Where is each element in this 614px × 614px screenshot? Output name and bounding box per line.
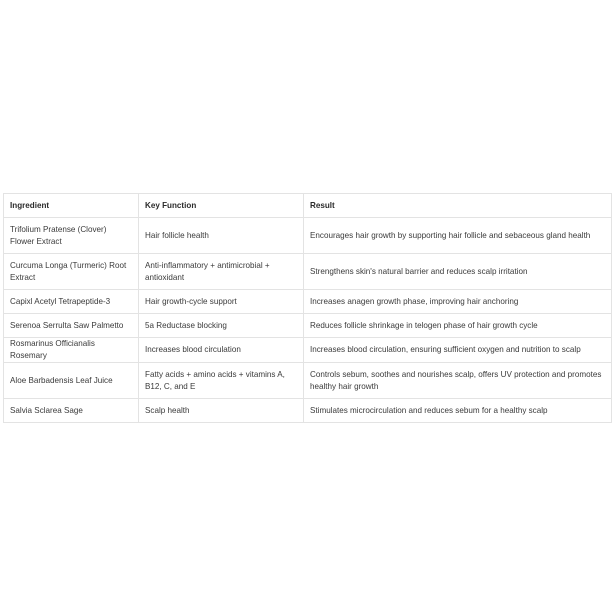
table-row [4,338,612,363]
ingredients-table [3,193,612,423]
result-cell: Stimulates microcirculation and reduces sebum for a healthy scalp [304,399,612,423]
function-cell: Fatty acids + amino acids + vitamins A, B12, C, and E [139,363,304,399]
table-row [4,399,612,423]
table-row [4,314,612,338]
table-header-row [4,194,612,218]
function-cell: 5a Reductase blocking [139,314,304,338]
function-cell: Hair follicle health [139,218,304,254]
function-cell: Scalp health [139,399,304,423]
ingredient-cell: Curcuma Longa (Turmeric) Root Extract [4,254,139,290]
result-cell: Increases anagen growth phase, improving hair anchoring [304,290,612,314]
ingredient-cell: Rosmarinus Officianalis Rosemary [4,338,139,363]
ingredient-cell: Serenoa Serrulta Saw Palmetto [4,314,139,338]
result-cell: Reduces follicle shrinkage in telogen phase of hair growth cycle [304,314,612,338]
ingredients-table-container [3,193,611,423]
result-cell: Encourages hair growth by supporting hair follicle and sebaceous gland health [304,218,612,254]
header-key-function: Key Function [139,194,304,218]
table-row [4,218,612,254]
table-row [4,290,612,314]
result-cell: Strengthens skin's natural barrier and reduces scalp irritation [304,254,612,290]
ingredient-cell: Salvia Sclarea Sage [4,399,139,423]
function-cell: Anti-inflammatory + antimicrobial + antioxidant [139,254,304,290]
table-row [4,363,612,399]
table-row [4,254,612,290]
result-cell: Increases blood circulation, ensuring sufficient oxygen and nutrition to scalp [304,338,612,363]
function-cell: Hair growth-cycle support [139,290,304,314]
function-cell: Increases blood circulation [139,338,304,363]
ingredient-cell: Capixl Acetyl Tetrapeptide-3 [4,290,139,314]
header-ingredient: Ingredient [4,194,139,218]
ingredient-cell: Trifolium Pratense (Clover) Flower Extract [4,218,139,254]
result-cell: Controls sebum, soothes and nourishes scalp, offers UV protection and promotes healthy hair growth [304,363,612,399]
ingredient-cell: Aloe Barbadensis Leaf Juice [4,363,139,399]
header-result: Result [304,194,612,218]
